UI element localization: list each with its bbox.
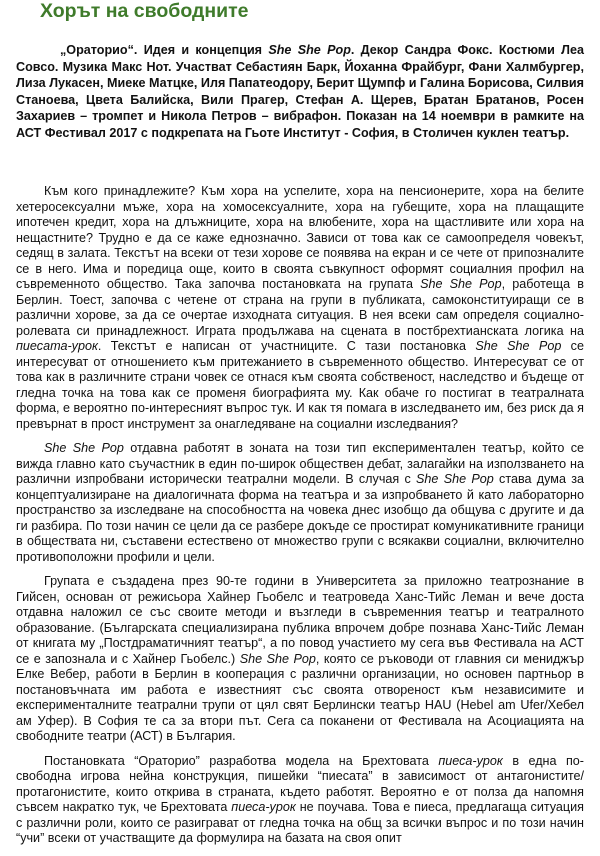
article-paragraph: She She Pop отдавна работят в зоната на този тип експериментален театър, който се вижда главно като съучастник в един по-широк обществен дебат, залагайки на използването на различни изпробвани исторически театрални модели. В случая с She She Pop става дума за концептуализиране на диалогичната форма на театъра и за изпробването й като лабораторно пространство за изследване на способността на човека днес изобщо да общува с другите и да ги разбира. По този начин се цели да се разбере докъде се простират комуникативните граници в обществата ни, съставени естествено от множество групи с всякакви социални, включително противоположни профили и цели.: [16, 441, 584, 564]
article-body: [16, 184, 584, 856]
article-title: Хорът на свободните: [40, 0, 249, 22]
production-credits: „Ораторио“. Идея и концепция She She Pop. Декор Сандра Фокс. Костюми Леа Совсо. Музика Макс Нот. Участват Себастиян Барк, Йоханна Фрайбург, Фани Халмбургер, Лиза Лукасен, Миеке Матцке, Иля Папатеодору, Берит Щумпф и Галина Борисова, Силвия Станоева, Цвета Балийска, Вили Прагер, Стефан А. Щерев, Братан Братанов, Росен Захариев – тромпет и Никола Петров – вибрафон. Показан на 14 ноември в рамките на АСТ Фестивал 2017 с подкрепата на Гьоте Институт - София, в Столичен куклен театър.: [16, 43, 584, 140]
article-paragraph: Към кого принадлежите? Към хора на успелите, хора на пенсионерите, хора на белите хетеросексуални мъже, хора на хомосексуалните, хора на губещите, хора на плащащите ипотечен кредит, хора на длъжниците, хора на влюбените, хора на щастливите или хора на нещастните? Трудно е да се каже еднозначно. Зависи от това как се самоопределя човекът, седящ в залата. Текстът на всеки от тези хорове се появява на екран и се чете от припозналите се в него. Има и поредица още, които в своята съвкупност оформят социалния профил на съвременното общество. Така започва постановката на групата She She Pop, работеща в Берлин. Тоест, започва с четене от страна на групи в публиката, самоконституиращи се в различни хорове, за да се очертае изходната ситуация. В нея всеки сам определя социално-ролевата си принадлежност. Играта продължава на сцената в постбрехтианската логика на пиесата-урок. Текстът е написан от участниците. С тази постановка She She Pop се интересуват от отношението към притежанието в съвременното общество. Интересуват се от това как в различните страни човек се отнася към своята собственост, наследство и бъдеще от гледна точка на това как се променя биографията му. Как обаче го постигат в театралната форма, е вероятно по-интересният въпрос тук. И как тя помага в изследването им, без риск да я превърнат в прост инструмент за онагледяване на социални изследвания?: [16, 184, 584, 431]
article-paragraph: Групата е създадена през 90-те години в Университета за приложно театрознание в Гийсен, основан от режисьора Хайнер Гьобелс и театроведа Ханс-Тийс Леман и вече доста отдавна наложил се със своите методи и възгледи в съвременния театър и театралното образование. (Българската специализирана публика впрочем добре познава Ханс-Тийс Леман от книгата му „Постдраматичният театър“, а по повод участието му сега във Фестивала на АСТ се е запознала и с Хайнер Гьобелс.) She She Pop, която се ръководи от главния си мениджър Елке Вебер, работи в Берлин в кооперация с различни организации, но основен партньор в постановъчната им работа е известният със своята отвореност към независимите и експерименталните театрални трупи от цял свят Берлински театър HAU (Hebel am Ufer/Хебел ам Уфер). В София те са за втори път. Сега са поканени от Фестивала на Асоциацията на свободните театри (АСТ) в България.: [16, 574, 584, 743]
article-paragraph: Постановката “Ораторио” разработва модела на Брехтовата пиеса-урок в една по-свободна игрова нейна конструкция, пишейки “пиесата” в зависимост от антагонистите/протагонистите, които открива в страната, където работят. Вероятно е от полза да напомня съвсем накратко тук, че Брехтовата пиеса-урок не поучава. Това е пиеса, предлагаща ситуация с различни роли, които се разиграват от гледна точка на общ за всички въпрос и по този начин “учи” всеки от участващите да формулира на базата на своя опит: [16, 753, 584, 845]
